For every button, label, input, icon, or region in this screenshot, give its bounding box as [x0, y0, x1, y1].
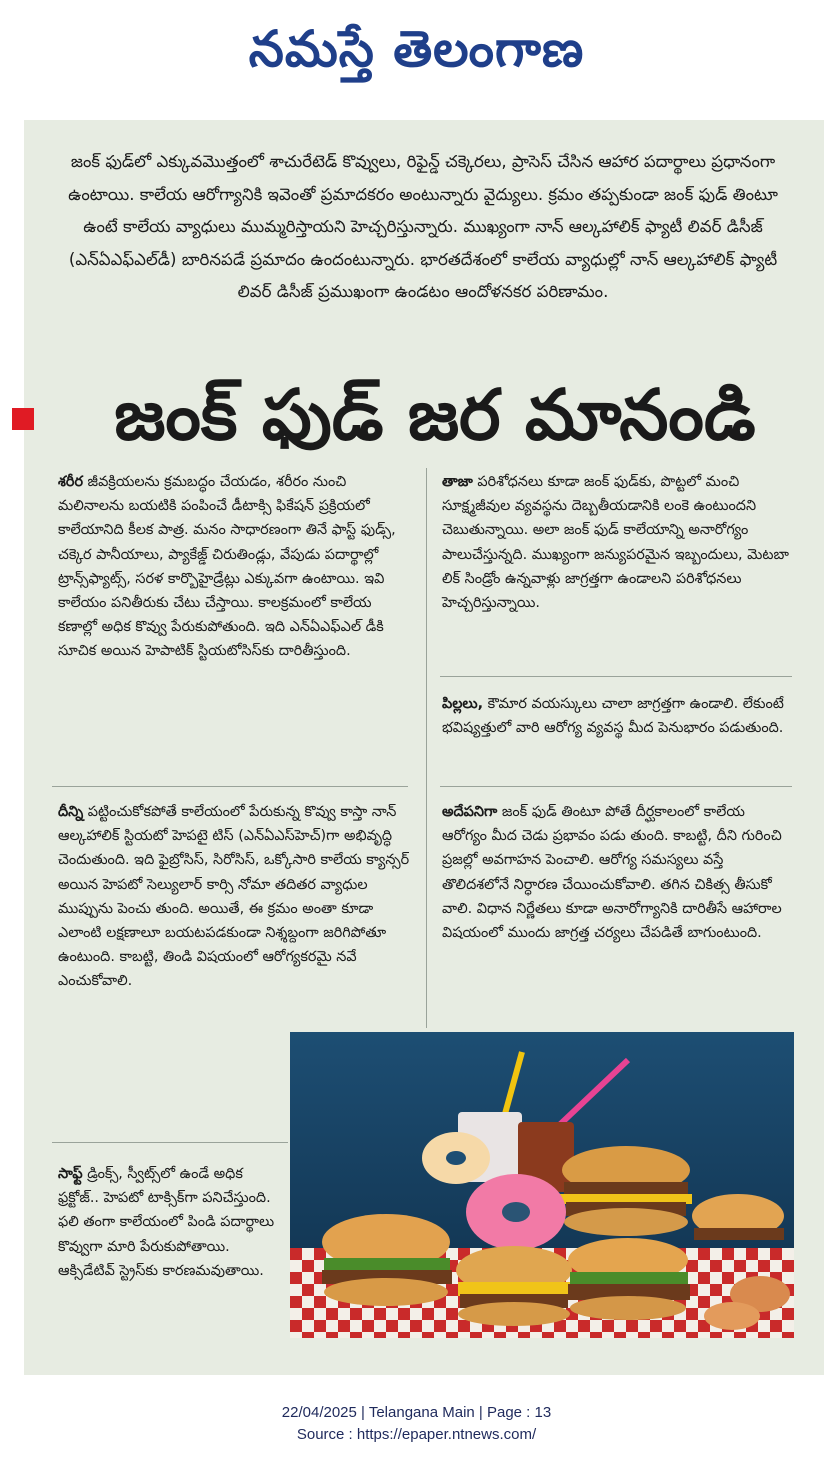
headline-marker-icon: [12, 408, 34, 430]
column-divider: [440, 676, 792, 677]
section-body-4: [442, 470, 790, 615]
section-lead: సాఫ్ట్: [58, 1166, 83, 1182]
column-divider: [52, 786, 408, 787]
section-lead: శరీర: [58, 474, 83, 490]
section-text: జీవక్రియలను క్రమబద్ధం చేయడం, శరీరం నుంచి మలినాలను బయటికి పంపించే డీటాక్సి ఫికేషన్ ప్రక్రియలో కాలేయానిది కీలక పాత్ర. మనం సాధారణంగా తినే ఫాస్ట్ ఫుడ్స్, చక్కెర పానీయాలు, ప్యాకేజ్డ్ చిరుతిండ్లు, వేపుడు పదార్థాల్లో ట్రాన్స్‌ఫ్యాట్స్, సరళ కార్బొహైడ్రేట్లు ఎక్కువగా ఉంటాయి. ఇవి కాలేయం పనితీరుకు చేటు చేస్తాయి. కాలక్రమంలో కాలేయ కణాల్లో అధిక కొవ్వు పేరుకుపోతుంది. ఇది ఎన్ఏఎఫ్ఎల్ డీకి సూచిక అయిన హెపాటిక్ స్టియటోసిస్‌కు దారితీస్తుంది.: [58, 474, 396, 660]
section-body-2: [58, 800, 410, 994]
section-body-1: [58, 470, 410, 664]
section-lead: దీన్ని: [58, 804, 84, 820]
section-text: జంక్ ఫుడ్ తింటూ పోతే దీర్ఘకాలంలో కాలేయ ఆరోగ్యం మీద చెడు ప్రభావం పడు తుంది. కాబట్టి, దీని గురించి ప్రజల్లో అవగాహన పెంచాలి. ఆరోగ్య సమస్యలు వస్తే తొలిదశలోనే నిర్ధారణ చేయించుకోవాలి. తగిన చికిత్స తీసుకో వాలి. విధాన నిర్ణేతలు కూడా అనారోగ్యానికి దారితీసే ఆహారాల విషయంలో ముందు జాగ్రత్త చర్యలు చేపడితే బాగుంటుంది.: [442, 804, 782, 942]
article-headline: జంక్ ఫుడ్ జర మానండి: [114, 374, 756, 456]
footer-date-line: 22/04/2025 | Telangana Main | Page : 13: [281, 1404, 552, 1421]
masthead: [0, 0, 833, 110]
column-divider: [440, 786, 792, 787]
article-intro: జంక్ ఫుడ్‌లో ఎక్కువమొత్తంలో శాచురేటెడ్ కొవ్వులు, రిఫైన్డ్ చక్కెరలు, ప్రాసెస్ చేసిన ఆహార పదార్థాలు ప్రధానంగా ఉంటాయి. కాలేయ ఆరోగ్యానికి ఇవెంతో ప్రమాదకరం అంటున్నారు వైద్యులు. క్రమం తప్పకుండా జంక్ ఫుడ్ తింటూ ఉంటే కాలేయ వ్యాధులు ముమ్మరిస్తాయని హెచ్చరిస్తున్నారు. ముఖ్యంగా నాన్ ఆల్కహాలిక్ ఫ్యాటీ లివర్ డిసీజ్ (ఎన్ఏఎఫ్ఎల్‌డీ) బారినపడే ప్రమాదం ఉందంటున్నారు. భారతదేశంలో కాలేయ వ్యాధుల్లో నాన్ ఆల్కహాలిక్ ఫ్యాటీ లివర్ డిసీజ్ ప్రముఖంగా ఉండటం ఆందోళనకర పరిణామం.: [68, 152, 778, 302]
column-separator: [426, 468, 427, 1028]
section-text: పరిశోధనలు కూడా జంక్ ఫుడ్‌కు, పొట్టలో మంచి సూక్ష్మజీవుల వ్యవస్థను దెబ్బతీయడానికి లంకె ఉంటుందని చెబుతున్నాయి. అలా జంక్ ఫుడ్ కాలేయాన్ని అనారోగ్యం పాలుచేస్తున్నది. ముఖ్యంగా జన్యుపరమైన ఇబ్బందులు, మెటబా లిక్ సిండ్రోం ఉన్నవాళ్లు జాగ్రత్తగా ఉండాలని పరిశోధనలు హెచ్చరిస్తున్నాయి.: [442, 474, 789, 612]
newspaper-logo: నమస్తే తెలంగాణ: [248, 19, 585, 78]
section-lead: అదేపనిగా: [442, 804, 498, 820]
footer-source-line: Source : https://epaper.ntnews.com/: [296, 1426, 537, 1443]
section-lead: తాజా: [442, 474, 473, 490]
junk-food-photo: [290, 1032, 794, 1338]
column-divider: [52, 1142, 288, 1143]
section-text: డ్రింక్స్, స్వీట్స్‌లో ఉండే అధిక ఫ్రక్టోజ్.. హెపటో టాక్సిక్‌గా పనిచేస్తుంది. ఫలి తంగా కాలేయంలో పిండి పదార్థాలు కొవ్వుగా మారి పేరుకుపోతాయి. ఆక్సిడేటివ్ స్ట్రెస్‌కు కారణమవుతాయి.: [58, 1166, 275, 1279]
section-body-3: [58, 1162, 276, 1283]
section-body-6: [442, 800, 790, 945]
section-body-5: [442, 692, 790, 740]
junk-food-illustration-icon: [290, 1032, 794, 1338]
section-text: కౌమార వయస్కులు చాలా జాగ్రత్తగా ఉండాలి. లేకుంటే భవిష్యత్తులో వారి ఆరోగ్య వ్యవస్థ మీద పెనుభారం పడుతుంది.: [442, 696, 784, 737]
section-text: పట్టించుకోకపోతే కాలేయంలో పేరుకున్న కొవ్వు కాస్తా నాన్ ఆల్కహాలిక్ స్టియటో హెపటై టిస్ (ఎన్ఏఎస్‌హెచ్)గా అభివృద్ధి చెందుతుంది. ఇది ఫైబ్రోసిస్, సిరోసిస్, ఒక్కోసారి కాలేయ క్యాన్సర్ అయిన హెపటో సెల్యులార్ కార్సి నోమా తదితర వ్యాధుల ముప్పును పెంచు తుంది. అయితే, ఈ క్రమం అంతా కూడా ఎలాంటి లక్షణాలూ బయటపడకుండా నిశ్శబ్దంగా జరిగిపోతూ ఉంటుంది. కాబట్టి, తిండి విషయంలో ఆరోగ్యకరమై నవే ఎంచుకోవాలి.: [58, 804, 410, 990]
section-lead: పిల్లలు,: [442, 696, 484, 712]
